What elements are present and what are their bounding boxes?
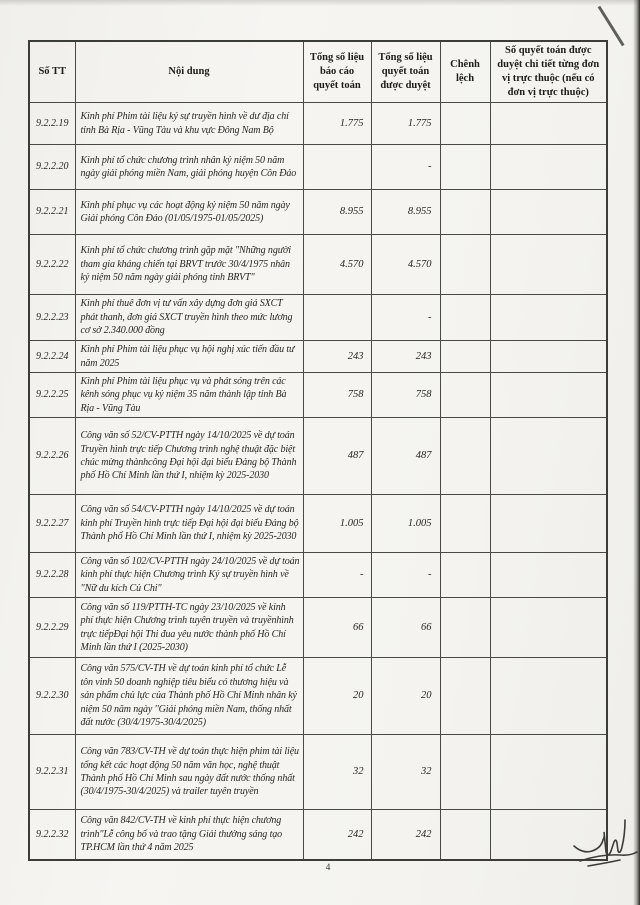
reported-total-cell: 758 <box>303 373 371 418</box>
row-content-cell: Công văn số 119/PTTH-TC ngày 23/10/2025 về kinh phí thực hiện Chương trình tuyên truyền và truyềnhình trực tiếpĐại hội Thi đua yêu nước thành phố Hồ Chí Minh lần thứ I (2025-2030) <box>75 598 303 658</box>
table-row <box>29 495 607 553</box>
difference-cell <box>440 235 490 295</box>
column-header-1: Số TT <box>29 41 75 103</box>
row-id-cell: 9.2.2.20 <box>29 145 75 190</box>
detail-cell <box>490 553 607 598</box>
approved-total-cell: 20 <box>371 658 440 735</box>
approved-total-cell: 66 <box>371 598 440 658</box>
difference-cell <box>440 190 490 235</box>
settlement-table <box>28 40 608 861</box>
difference-cell <box>440 495 490 553</box>
difference-cell <box>440 658 490 735</box>
approved-total-cell: 8.955 <box>371 190 440 235</box>
difference-cell <box>440 145 490 190</box>
row-content-cell: Công văn số 102/CV-PTTH ngày 24/10/2025 về dự toán kinh phí thực hiện Chương trình Ký sự truyền hình về "Nữ du kích Củ Chi" <box>75 553 303 598</box>
difference-cell <box>440 373 490 418</box>
row-content-cell: Công văn số 54/CV-PTTH ngày 14/10/2025 về dự toán kinh phí Truyền hình trực tiếp Đại hội đại biểu Đảng bộ Thành phố Hồ Chí Minh lần thứ I, nhiệm kỳ 2025-2030 <box>75 495 303 553</box>
row-id-cell: 9.2.2.31 <box>29 735 75 810</box>
difference-cell <box>440 553 490 598</box>
row-content-cell: Kinh phí Phim tài liệu phục vụ hội nghị xúc tiến đầu tư năm 2025 <box>75 341 303 373</box>
table-row <box>29 235 607 295</box>
reported-total-cell: 242 <box>303 810 371 860</box>
scan-edge-shadow <box>633 0 640 905</box>
row-id-cell: 9.2.2.26 <box>29 418 75 495</box>
page-number: 4 <box>325 863 331 873</box>
detail-cell <box>490 810 607 860</box>
row-content-cell: Công văn 842/CV-TH về kinh phí thực hiện chương trình"Lễ công bố và trao tặng Giải thưởng sáng tạo TP.HCM lần thứ 4 năm 2025 <box>75 810 303 860</box>
row-id-cell: 9.2.2.19 <box>29 103 75 145</box>
table-row <box>29 810 607 860</box>
row-id-cell: 9.2.2.22 <box>29 235 75 295</box>
detail-cell <box>490 145 607 190</box>
approved-total-cell: 242 <box>371 810 440 860</box>
detail-cell <box>490 295 607 341</box>
table-row <box>29 190 607 235</box>
table-row <box>29 341 607 373</box>
table-row <box>29 658 607 735</box>
difference-cell <box>440 103 490 145</box>
row-id-cell: 9.2.2.32 <box>29 810 75 860</box>
approved-total-cell: 4.570 <box>371 235 440 295</box>
difference-cell <box>440 598 490 658</box>
row-content-cell: Công văn số 52/CV-PTTH ngày 14/10/2025 về dự toán Truyền hình trực tiếp Chương trình nghệ thuật đặc biệt chúc mừng thànhcông Đại hội đại biểu Đảng bộ Thành phố Hồ Chí Minh lần thứ I, nhiệm kỳ 2025-2030 <box>75 418 303 495</box>
table-row <box>29 373 607 418</box>
column-header-5: Chênh lệch <box>440 41 490 103</box>
detail-cell <box>490 418 607 495</box>
row-content-cell: Kinh phí thuê đơn vị tư vấn xây dựng đơn giá SXCT phát thanh, đơn giá SXCT truyền hình theo mức lương cơ sở 2.340.000 đồng <box>75 295 303 341</box>
difference-cell <box>440 418 490 495</box>
row-id-cell: 9.2.2.23 <box>29 295 75 341</box>
detail-cell <box>490 598 607 658</box>
detail-cell <box>490 103 607 145</box>
detail-cell <box>490 373 607 418</box>
reported-total-cell: 20 <box>303 658 371 735</box>
difference-cell <box>440 735 490 810</box>
column-header-4: Tổng số liệu quyết toán được duyệt <box>371 41 440 103</box>
detail-cell <box>490 190 607 235</box>
row-content-cell: Kinh phí tổ chức chương trình gặp mặt "Những người tham gia kháng chiến tại BRVT trước 30/4/1975 nhân kỷ niệm 50 năm ngày giải phóng tỉnh BRVT" <box>75 235 303 295</box>
detail-cell <box>490 735 607 810</box>
approved-total-cell: 758 <box>371 373 440 418</box>
scan-top-shadow <box>0 0 640 6</box>
detail-cell <box>490 658 607 735</box>
table-row <box>29 145 607 190</box>
row-content-cell: Công văn 783/CV-TH về dự toán thực hiện phim tài liệu tổng kết các hoạt động 50 năm văn học, nghệ thuật Thành phố Hồ Chí Minh sau ngày đất nước thống nhất (30/4/1975-30/4/2025) và trailer tuyên truyền <box>75 735 303 810</box>
table-row <box>29 295 607 341</box>
reported-total-cell <box>303 295 371 341</box>
table-row <box>29 735 607 810</box>
approved-total-cell: - <box>371 295 440 341</box>
table-row <box>29 598 607 658</box>
reported-total-cell: 1.775 <box>303 103 371 145</box>
approved-total-cell: 487 <box>371 418 440 495</box>
reported-total-cell: 1.005 <box>303 495 371 553</box>
approved-total-cell: 1.005 <box>371 495 440 553</box>
row-id-cell: 9.2.2.21 <box>29 190 75 235</box>
approved-total-cell: 243 <box>371 341 440 373</box>
detail-cell <box>490 341 607 373</box>
table-row <box>29 553 607 598</box>
row-id-cell: 9.2.2.25 <box>29 373 75 418</box>
detail-cell <box>490 495 607 553</box>
row-content-cell: Công văn 575/CV-TH về dự toán kinh phí tổ chức Lễ tôn vinh 50 doanh nghiệp tiêu biểu có thương hiệu và sản phẩm chủ lực của Thành phố Hồ Chí Minh nhân kỷ niệm 50 năm ngày ''Giải phóng miền Nam, thống nhất đất nước (30/4/1975-30/4/2025) <box>75 658 303 735</box>
difference-cell <box>440 341 490 373</box>
reported-total-cell: 32 <box>303 735 371 810</box>
reported-total-cell: 4.570 <box>303 235 371 295</box>
column-header-3: Tổng số liệu báo cáo quyết toán <box>303 41 371 103</box>
row-content-cell: Kinh phí tổ chức chương trình nhân kỷ niệm 50 năm ngày giải phóng miền Nam, giải phóng huyện Côn Đảo <box>75 145 303 190</box>
row-content-cell: Kinh phí Phim tài liệu ký sự truyền hình về dư địa chí tỉnh Bà Rịa - Vũng Tàu và khu vực Đông Nam Bộ <box>75 103 303 145</box>
reported-total-cell: 243 <box>303 341 371 373</box>
column-header-2: Nội dung <box>75 41 303 103</box>
difference-cell <box>440 810 490 860</box>
column-header-6: Số quyết toán được duyệt chi tiết từng đơn vị trực thuộc (nếu có đơn vị trực thuộc) <box>490 41 607 103</box>
detail-cell <box>490 235 607 295</box>
reported-total-cell: - <box>303 553 371 598</box>
row-id-cell: 9.2.2.28 <box>29 553 75 598</box>
row-content-cell: Kinh phí Phim tài liệu phục vụ và phát sóng trên các kênh sóng phục vụ kỷ niệm 35 năm thành lập tỉnh Bà Rịa - Vũng Tàu <box>75 373 303 418</box>
reported-total-cell <box>303 145 371 190</box>
row-id-cell: 9.2.2.27 <box>29 495 75 553</box>
row-id-cell: 9.2.2.30 <box>29 658 75 735</box>
row-id-cell: 9.2.2.24 <box>29 341 75 373</box>
reported-total-cell: 487 <box>303 418 371 495</box>
table-row <box>29 418 607 495</box>
approved-total-cell: 1.775 <box>371 103 440 145</box>
approved-total-cell: - <box>371 145 440 190</box>
reported-total-cell: 8.955 <box>303 190 371 235</box>
row-content-cell: Kinh phí phục vụ các hoạt động kỷ niệm 50 năm ngày Giải phóng Côn Đảo (01/05/1975-01/05/2025) <box>75 190 303 235</box>
approved-total-cell: 32 <box>371 735 440 810</box>
table-header-row <box>29 41 607 103</box>
table-row <box>29 103 607 145</box>
difference-cell <box>440 295 490 341</box>
row-id-cell: 9.2.2.29 <box>29 598 75 658</box>
reported-total-cell: 66 <box>303 598 371 658</box>
approved-total-cell: - <box>371 553 440 598</box>
table-body <box>29 103 607 860</box>
